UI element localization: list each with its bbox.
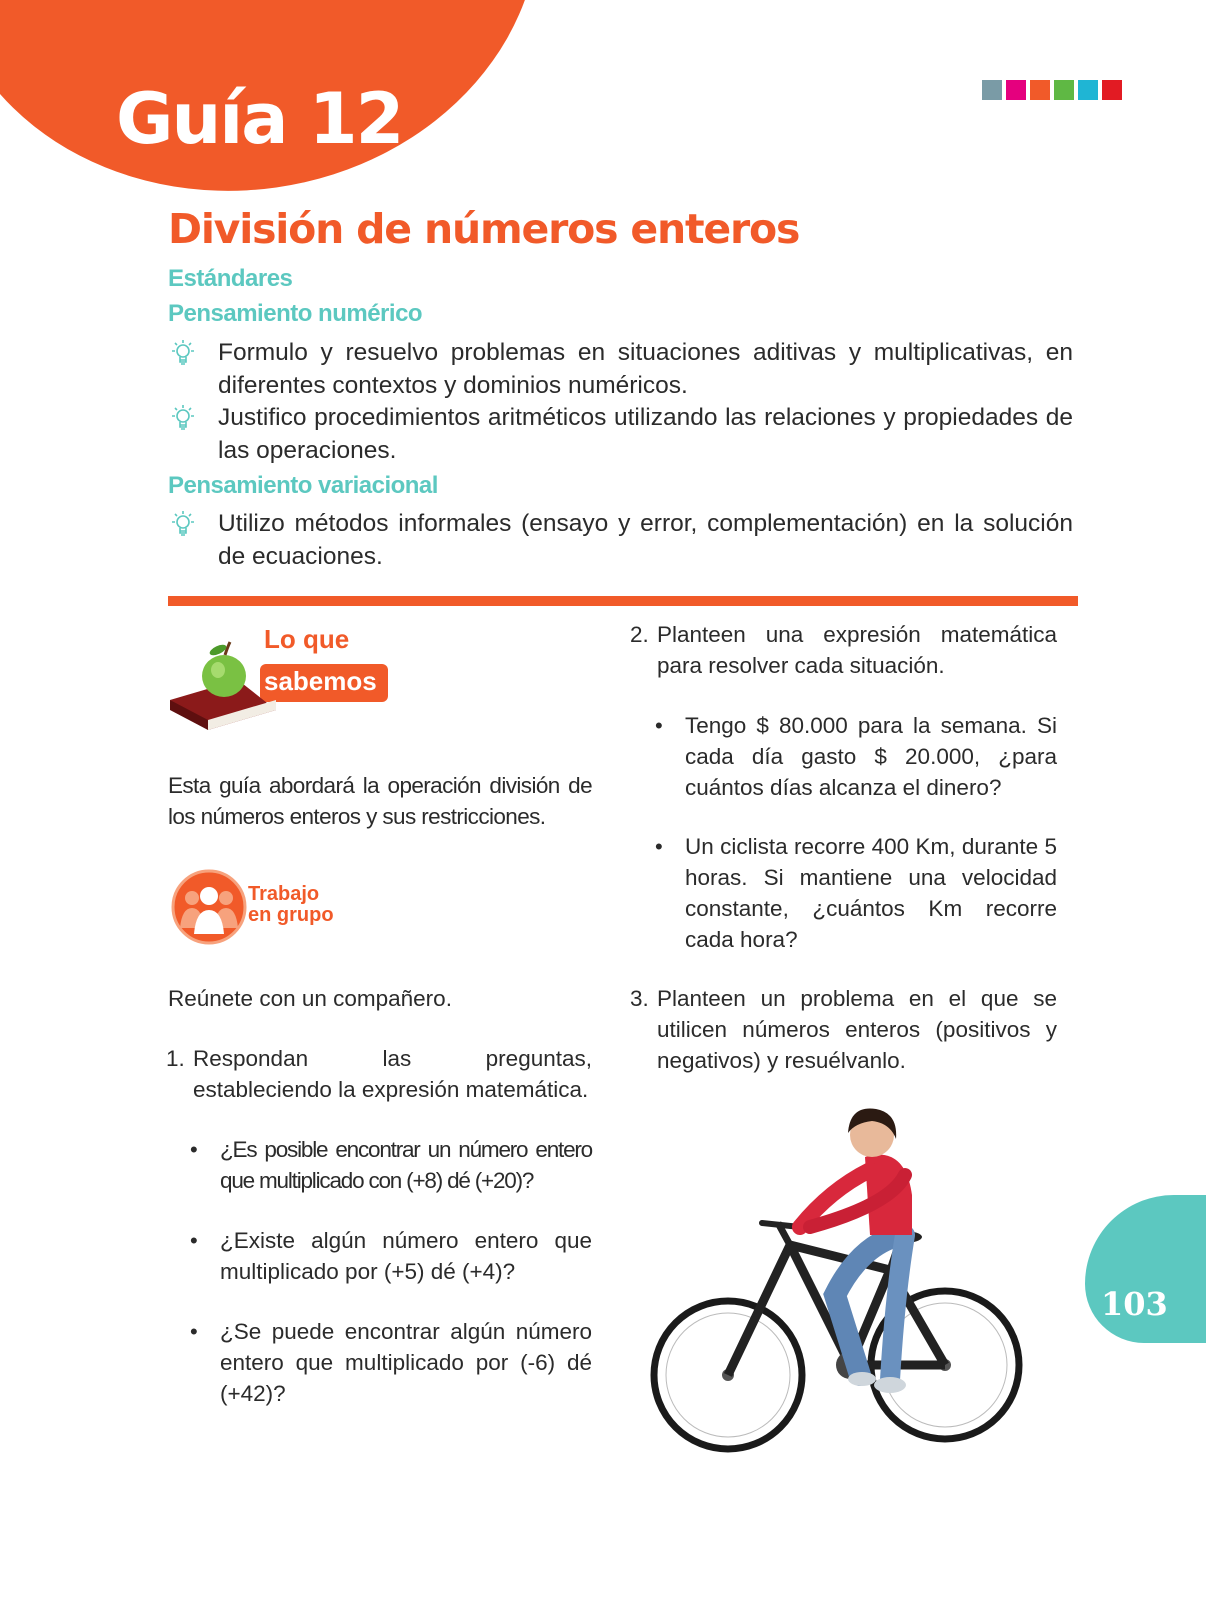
standard-item [168, 401, 1078, 467]
badge-label: sabemos [264, 666, 377, 696]
trabajo-en-grupo-badge [170, 868, 370, 946]
color-square [1030, 80, 1050, 100]
cyclist-illustration [650, 1095, 1030, 1475]
standard-text: Utilizo métodos informales (ensayo y error, complementación) en la solución de ecuaciones. [218, 510, 1073, 570]
question-text: Respondan las preguntas, estableciendo la expresión matemática. [193, 1046, 592, 1102]
standard-item [168, 507, 1078, 573]
question-number: 3. [630, 986, 649, 1011]
lightbulb-icon [168, 336, 218, 402]
list-item [655, 831, 1057, 955]
question-text: Planteen una expresión matemática para resolver cada situación. [657, 622, 1057, 678]
list-item [190, 1134, 592, 1196]
section-divider [168, 596, 1078, 606]
lightbulb-icon [168, 401, 218, 467]
page-number: 103 [1101, 1285, 1168, 1323]
lo-que-sabemos-badge [168, 622, 398, 734]
guide-title: Guía 12 [116, 78, 403, 160]
bullet-text: ¿Existe algún número entero que multiplicado por (+5) dé (+4)? [220, 1228, 592, 1284]
bullet-text: ¿Es posible encontrar un número entero que multiplicado con (+8) dé (+20)? [220, 1137, 592, 1193]
color-square [1102, 80, 1122, 100]
question-number: 2. [630, 622, 649, 647]
bullet-icon: • [190, 1319, 198, 1344]
color-square [1054, 80, 1074, 100]
standards-group-title: Pensamiento variacional [168, 472, 438, 499]
group-icon [170, 868, 248, 946]
color-square [982, 80, 1002, 100]
standard-text: Justifico procedimientos aritméticos utilizando las relaciones y propiedades de las operaciones. [218, 404, 1073, 464]
bullet-icon: • [655, 834, 663, 859]
standard-item [168, 336, 1078, 402]
standard-text: Formulo y resuelvo problemas en situaciones aditivas y multiplicativas, en diferentes contextos y dominios numéricos. [218, 339, 1073, 399]
color-square [1078, 80, 1098, 100]
badge-label: Lo que [264, 624, 350, 654]
bullet-text: ¿Se puede encontrar algún número entero que multiplicado por (-6) dé (+42)? [220, 1319, 592, 1406]
question-text: Planteen un problema en el que se utilicen números enteros (positivos y negativos) y resuélvanlo. [657, 986, 1057, 1073]
badge-label: Trabajo [248, 883, 320, 905]
question-number: 1. [166, 1046, 185, 1071]
list-item [190, 1225, 592, 1287]
standards-heading: Estándares [168, 265, 293, 292]
color-square [1006, 80, 1026, 100]
page-title: División de números enteros [168, 205, 800, 253]
bullet-icon: • [655, 713, 663, 738]
lightbulb-icon [168, 507, 218, 573]
list-item [655, 710, 1057, 803]
list-item [190, 1316, 592, 1409]
color-squares [982, 80, 1122, 100]
bullet-text: Tengo $ 80.000 para la semana. Si cada día gasto $ 20.000, ¿para cuántos días alcanza el dinero? [685, 713, 1057, 800]
intro-paragraph: Esta guía abordará la operación división de los números enteros y sus restricciones. [168, 773, 592, 829]
bullet-icon: • [190, 1228, 198, 1253]
badge-label: en grupo [248, 904, 334, 926]
bullet-text: Un ciclista recorre 400 Km, durante 5 horas. Si mantiene una velocidad constante, ¿cuántos Km recorre cada hora? [685, 834, 1057, 952]
standards-group-title: Pensamiento numérico [168, 300, 423, 327]
instruction-text: Reúnete con un compañero. [168, 986, 452, 1011]
bullet-icon: • [190, 1137, 198, 1162]
